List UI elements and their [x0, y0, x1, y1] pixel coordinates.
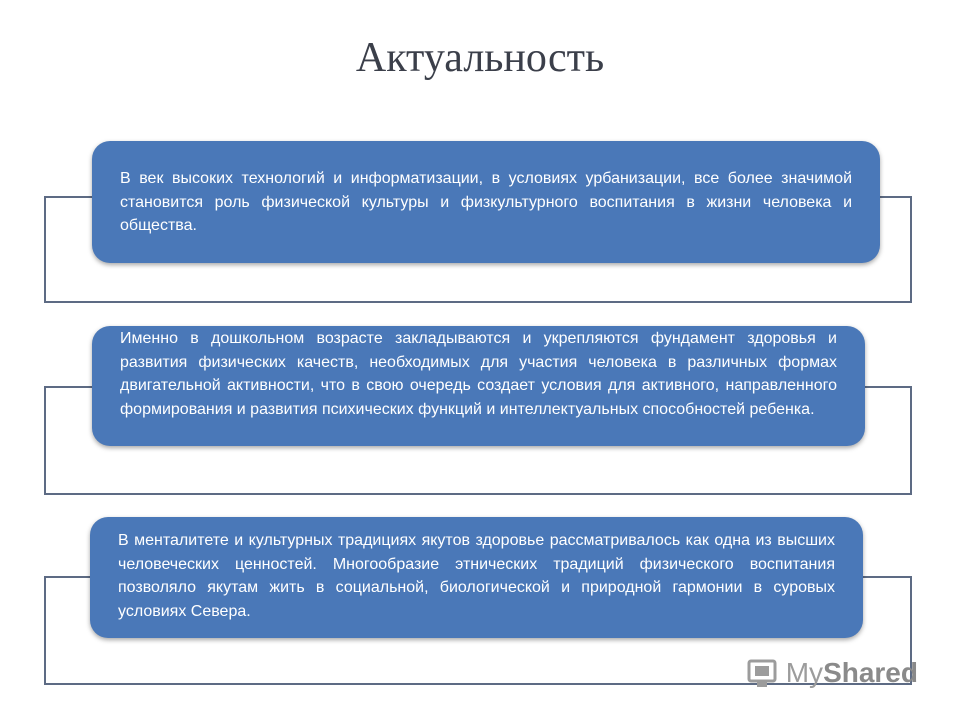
text-block-1 — [92, 141, 880, 263]
watermark-brand-a: My — [785, 657, 824, 688]
text-block-3-content: В менталитете и культурных традициях якутов здоровье рассматривалось как одна из высших человеческих ценностей. Многообразие этнических традиций физического воспитания позволяло якутам жить в социальной, биологической и природной гармонии в суровых условиях Севера. — [118, 532, 835, 620]
watermark-brand-b: Shared — [823, 657, 918, 688]
text-block-2-content: Именно в дошкольном возрасте закладываются и укрепляются фундамент здоровья и развития физических качеств, необходимых для участия человека в различных формах двигательной активности, что в свою очередь создает условия для активного, направленного формирования и развития психических функций и интеллектуальных способностей ребенка. — [120, 330, 837, 418]
slide-title: Актуальность — [355, 35, 605, 81]
watermark — [746, 656, 918, 690]
text-block-1-content: В век высоких технологий и информатизации, в условиях урбанизации, все более значимой становится роль физической культуры и физкультурного воспитания в жизни человека и общества. — [120, 170, 852, 234]
watermark-text — [786, 657, 918, 689]
myshared-logo-icon — [746, 656, 780, 690]
text-block-3 — [90, 517, 863, 638]
text-block-2 — [92, 326, 865, 446]
